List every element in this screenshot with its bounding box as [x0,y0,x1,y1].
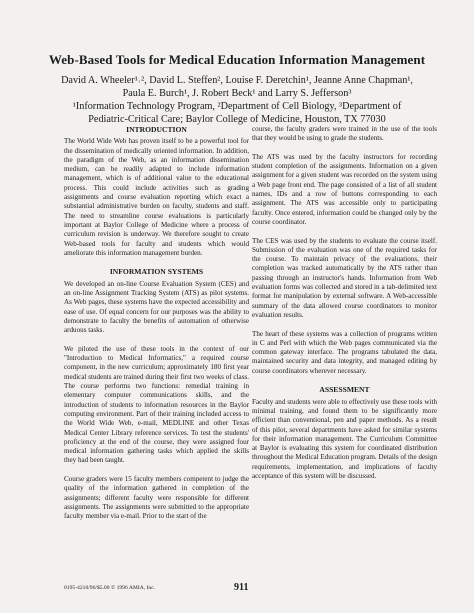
ats-paragraph: The ATS was used by the faculty instructors for recording student completion of the assignments. Information on a given assignment for a given student was recorded on the system using a Web page front end. The page consisted of a list of all student names, IDs and a row of buttons corresponding to each assignment. The ATS was accessible only to participating faculty. Once entered, information could be changed only by the course coordinator. [252,152,437,226]
programs-paragraph: The heart of these systems was a collection of programs written in C and Perl with which the Web pages communicated via the common gateway interface. The programs tabulated the data, maintained security and data integrity, and managed editing by course coordinators wherever necessary. [252,329,437,375]
authors-line-1: David A. Wheeler¹˒², David L. Steffen², Louise F. Deretchin¹, Jeanne Anne Chapman¹, [61,75,413,86]
author-block [0,74,474,126]
systems-paragraph-3: Course graders were 15 faculty members competent to judge the quality of the information gathered in completion of the assignments; different faculty were responsible for different assignments. The assignments were submitted to the appropriate faculty member via e-mail. Prior to the start of the [64,474,249,521]
ces-paragraph: The CES was used by the students to evaluate the course itself. Submission of the evaluation was one of the required tasks for the course. To maintain privacy of the evaluations, their completion was tracked automatically by the ATS rather than passing through an instructor's hands. Information from Web evaluation forms was collected and stored in a tab-delimited text format for manipulation by external software. A Web-accessible summary of the data allowed course coordinators to monitor evaluation results. [252,236,437,319]
systems-paragraph-1: We developed an on-line Course Evaluation System (CES) and an on-line Assignment Tracking System (ATS) as pilot systems. As Web pages, these systems have the expected accessibility and ease of use. Of equal concern for our purposes was the ability to demonstrate to faculty the benefits of automation of otherwise arduous tasks. [64,279,249,335]
page-footer [64,582,424,596]
affiliation-line-1: ¹Information Technology Program, ²Department of Cell Biology, ³Department of [72,101,402,112]
systems-paragraph-2: We piloted the use of these tools in the context of our "Introduction to Medical Informatics," a required course component, in the new curriculum; approximately 180 first year medical students are trained during their first two weeks of class. The course performs two functions: remedial training in elementary computer communications skills, and the introduction of students to information resources in the Baylor computing environment. Part of their training included access to the World Wide Web, e-mail, MEDLINE and other Texas Medical Center Library reference services. To test the students' proficiency at the end of the course, they were assigned four medical information gathering tasks which applied the skills they had been taught. [64,344,249,465]
left-column [64,125,249,531]
assessment-paragraph: Faculty and students were able to effectively use these tools with minimal training, and found them to be significantly more efficient than conventional, pen and paper methods. As a result of this pilot, several departments have asked for similar systems for their information management. The Curriculum Committee at Baylor is evaluating this system for coordinated distribution throughout the Medical Education program. Details of the design requirements, implementation, and implications of faculty acceptance of this system will be discussed. [252,397,437,480]
continued-paragraph: course, the faculty graders were trained in the use of the tools that they would be using to grade the students. [252,125,437,143]
information-systems-heading: INFORMATION SYSTEMS [109,267,204,277]
copyright-code: 0195-4210/96/$5.00 © 1996 AMIA, Inc. [64,585,156,591]
right-column [252,125,437,491]
page-number: 911 [234,582,249,593]
affiliation-line-2: Pediatric-Critical Care; Baylor College of Medicine, Houston, TX 77030 [88,114,386,125]
paper-title: Web-Based Tools for Medical Education Information Management [48,52,426,67]
introduction-heading: INTRODUCTION [126,125,187,134]
introduction-paragraph: The World Wide Web has proven itself to be a powerful tool for the dissemination of medically oriented information. In addition, the paradigm of the Web, as an information dissemination medium, can be readily adapted to include information management, which is of additional value to the educational process. This could include activities such as grading assignments and course evaluation reporting which exact a substantial administrative burden on faculty, students and staff. The need to streamline course evaluations is particularly important at Baylor College of Medicine where a process of curriculum revision is underway. We therefore sought to create Web-based tools for faculty and students which would ameliorate this information management burden. [64,137,249,257]
authors-line-2: Paula E. Burch¹, J. Robert Beck¹ and Larry S. Jefferson³ [122,88,352,99]
assessment-heading: ASSESSMENT [319,385,370,395]
